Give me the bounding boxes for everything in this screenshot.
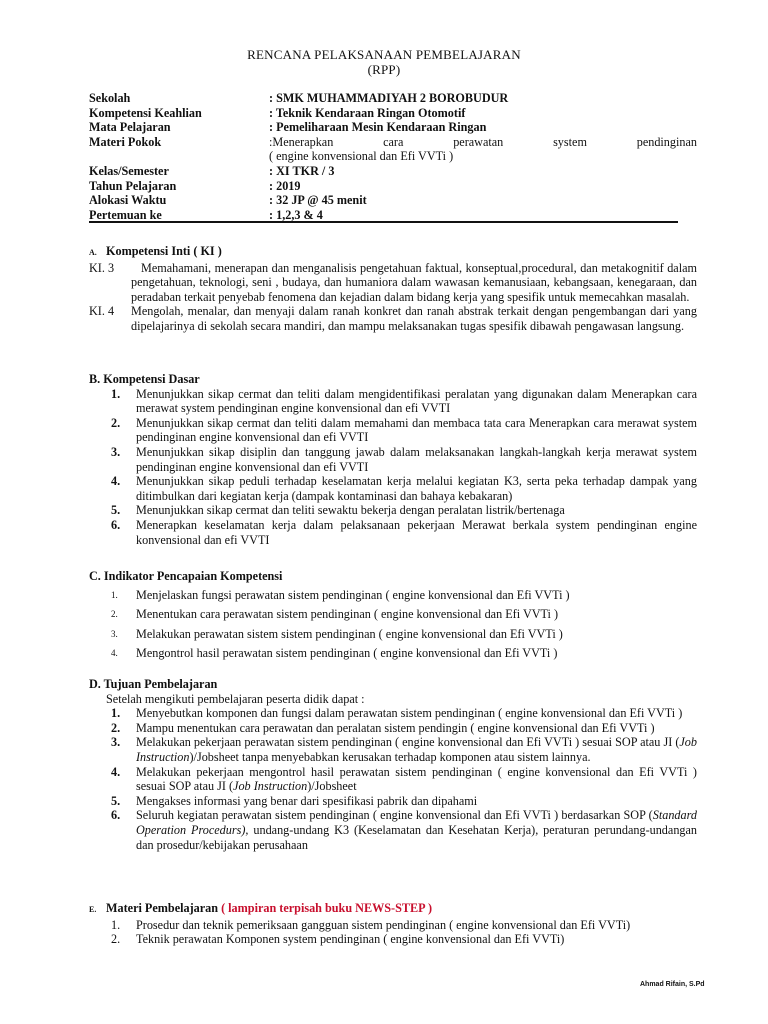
section-heading [89,901,697,918]
list-number: 3. [111,628,118,639]
section-kompetensi-dasar [89,372,697,547]
list-number: 4. [111,648,118,659]
ki-number: KI. 4 [89,304,115,319]
section-heading: B. Kompetensi Dasar [89,372,200,386]
identity-row-sekolah [89,91,697,106]
list-text-part: Seluruh kegiatan perawatan sistem pendinginan ( engine konvensional dan Efi VVTi ) berdasarkan SOP ( [136,808,653,823]
section-note: ( lampiran terpisah buku NEWS-STEP ) [221,901,433,915]
document-title: RENCANA PELAKSANAAN PEMBELAJARAN [247,47,521,62]
list-text: Mampu menentukan cara perawatan dan peralatan sistem pendingin ( engine konvensional dan Efi VVTi ) [136,720,655,735]
list-item [89,445,697,474]
identity-value: : 2019 [269,178,301,193]
identity-value: : Pemeliharaan Mesin Kendaraan Ringan [269,120,487,135]
list-item [89,918,697,933]
list-item [89,765,697,794]
list-text: Menentukan cara perawatan sistem pendinginan ( engine konvensional dan Efi VVTi ) [136,607,559,622]
list-number: 2. [111,415,121,430]
identity-label: Tahun Pelajaran [89,178,177,193]
identity-label: Materi Pokok [89,134,162,149]
list-number: 5. [111,503,121,518]
list-text-part: undang-undang K3 (Keselamatan dan Kesehatan Kerja), peraturan perundang-undangan dan prosedur/kebijakan perusahaan [136,822,698,852]
list-text: Menunjukkan sikap cermat dan teliti dalam memahami dan membaca tata cara Menerapkan cara merawat system pendinginan engine konvensional dan efi VVTI [136,415,697,445]
list-text: Menunjukkan sikap cermat dan teliti dalam mengidentifikasi peralatan yang digunakan dalam Menerapkan cara merawat system pendinginan engine konvensional dan efi VVTI [136,386,697,416]
section-tujuan [89,677,697,852]
list-text-part: )/Jobsheet [307,779,357,794]
identity-value: : XI TKR / 3 [269,163,335,178]
materi-word: cara [383,134,404,149]
list-item [89,721,697,736]
list-text-part: )/Jobsheet tanpa menyebabkan kerusakan terhadap komponen atau sistem lainnya. [189,749,591,764]
identity-label: Mata Pelajaran [89,120,171,135]
identity-value [269,135,697,164]
list-number: 2. [111,932,121,947]
list-text: Menjelaskan fungsi perawatan sistem pendinginan ( engine konvensional dan Efi VVTi ) [136,587,570,602]
ki-item [89,304,697,333]
list-number: 1. [111,917,121,932]
list-text [136,765,697,794]
identity-row-materi [89,135,697,164]
section-indikator [89,569,697,666]
list-item [89,588,697,603]
section-kompetensi-inti [89,244,697,334]
list-number: 3. [111,444,121,459]
identity-value: : 32 JP @ 45 menit [269,193,367,208]
list-text-part: Melakukan pekerjaan mengontrol hasil perawatan sistem pendinginan ( engine konvensional dan Efi VVTi ) sesuai SOP atau JI ( [136,764,697,794]
ki-text: Mengolah, menalar, dan menyaji dalam ranah konkret dan ranah abstrak terkait dengan pengembangan dari yang dipelajarinya di sekolah secara mandiri, dan mampu melaksanakan tugas spesifik dibawah pengawasan langsung. [131,304,697,333]
list-text-part: Melakukan pekerjaan perawatan sistem pendinginan ( engine konvensional dan Efi VVTi ) sesuai SOP atau JI ( [136,735,680,750]
list-text-italic: Job Instruction [233,779,308,794]
identity-row-alokasi [89,193,697,208]
identity-row-kelas [89,164,697,179]
list-text-italic: Standard Operation Procedurs), [136,808,697,837]
identity-value: : SMK MUHAMMADIYAH 2 BOROBUDUR [269,91,509,105]
list-number: 6. [111,808,121,823]
list-number: 2. [111,609,118,620]
materi-word: perawatan [453,134,504,149]
ki-text: Memahamani, menerapan dan menganalisis pengetahuan faktual, konseptual,procedural, dan metakognitif dalam pengetahuan, teknologi, seni , budaya, dan humaniora dalam wawasan kemanusiaan, kebangsaan, kenegaraan, dan peradaban terkait penyebab fenomena dan kejadian dalam bidang kerja yang spesifik untuk memecahkan masalah. [131,260,697,304]
section-heading: C. Indikator Pencapaian Kompetensi [89,569,283,583]
list-number: 5. [111,793,121,808]
list-item [89,474,697,503]
section-materi [89,901,697,947]
materi-line-2: ( engine konvensional dan Efi VVTi ) [269,149,454,164]
identity-label: Sekolah [89,91,131,105]
section-intro: Setelah mengikuti pembelajaran peserta didik dapat : [106,691,365,706]
list-number: 1. [111,386,121,401]
materi-line-1 [269,135,697,150]
list-number: 2. [111,720,121,735]
identity-table [89,91,697,222]
section-letter: E. [89,905,97,914]
list-text: Menunjukkan sikap peduli terhadap keselamatan kerja melalui kegiatan K3, serta peka terhadap dampak yang ditimbulkan dari kegiatan kerja (dampak kontaminasi dan bahaya kebakaran) [136,474,697,503]
identity-row-mapel [89,120,697,135]
ki-number: KI. 3 [89,260,115,275]
list-text: Menyebutkan komponen dan fungsi dalam perawatan sistem pendinginan ( engine konvensional dan Efi VVTi ) [136,706,683,721]
footer-author: Ahmad Rifain, S.Pd [640,981,705,988]
ki-item [89,261,697,305]
list-item [89,518,697,547]
list-item [89,607,697,622]
list-text: Mengakses informasi yang benar dari spesifikasi pabrik dan dipahami [136,793,478,808]
header-divider [89,221,678,223]
list-text: Melakukan perawatan sistem sistem pendinginan ( engine konvensional dan Efi VVTi ) [136,626,563,641]
identity-value: : Teknik Kendaraan Ringan Otomotif [269,105,466,120]
list-item [89,387,697,416]
section-heading-text: Materi Pembelajaran [106,901,219,915]
identity-row-kompetensi [89,106,697,121]
list-item [89,794,697,809]
list-number: 4. [111,764,121,779]
list-number: 4. [111,474,121,489]
identity-label: Alokasi Waktu [89,193,167,208]
list-text: Menunjukkan sikap disiplin dan tanggung jawab dalam melaksanakan langkah-langkah kerja merawat system pendinginan engine konvensional dan efi VVTI [136,444,697,474]
list-item [89,503,697,518]
document-subtitle: (RPP) [367,62,401,77]
list-item [89,646,697,661]
list-text: Prosedur dan teknik pemeriksaan gangguan sistem pendinginan ( engine konvensional dan Efi VVTi) [136,917,631,932]
list-item [89,808,697,852]
list-text: Teknik perawatan Komponen system pendinginan ( engine konvensional dan Efi VVTi) [136,932,565,947]
materi-word: system [553,134,587,149]
identity-label: Kompetensi Keahlian [89,105,202,120]
list-number: 1. [111,589,118,600]
list-number: 1. [111,706,121,721]
list-text-italic: Job Instruction [136,735,697,764]
identity-label: Pertemuan ke [89,207,162,222]
list-item [89,932,697,947]
section-heading [89,244,697,261]
list-text: Mengontrol hasil perawatan sistem pendinginan ( engine konvensional dan Efi VVTi ) [136,646,558,661]
list-item [89,706,697,721]
list-item [89,416,697,445]
section-heading-text: Kompetensi Inti ( KI ) [106,244,222,258]
list-text [136,735,697,764]
list-number: 3. [111,735,121,750]
section-letter: A. [89,248,97,257]
materi-word: pendinginan [636,134,697,149]
indikator-list [89,588,697,661]
identity-label: Kelas/Semester [89,163,169,178]
materi-word: :Menerapkan [269,134,334,149]
list-text: Menerapkan keselamatan kerja dalam pelaksanaan pekerjaan Merawat berkala system pendinginan engine konvensional dan efi VVTI [136,517,697,547]
list-item [89,627,697,642]
list-text: Menunjukkan sikap cermat dan teliti sewaktu bekerja dengan peralatan listrik/bertenaga [136,503,565,518]
identity-value: : 1,2,3 & 4 [269,207,323,222]
identity-row-tahun [89,179,697,194]
list-text [136,808,697,852]
list-item [89,735,697,764]
section-heading: D. Tujuan Pembelajaran [89,677,218,691]
list-number: 6. [111,517,121,532]
